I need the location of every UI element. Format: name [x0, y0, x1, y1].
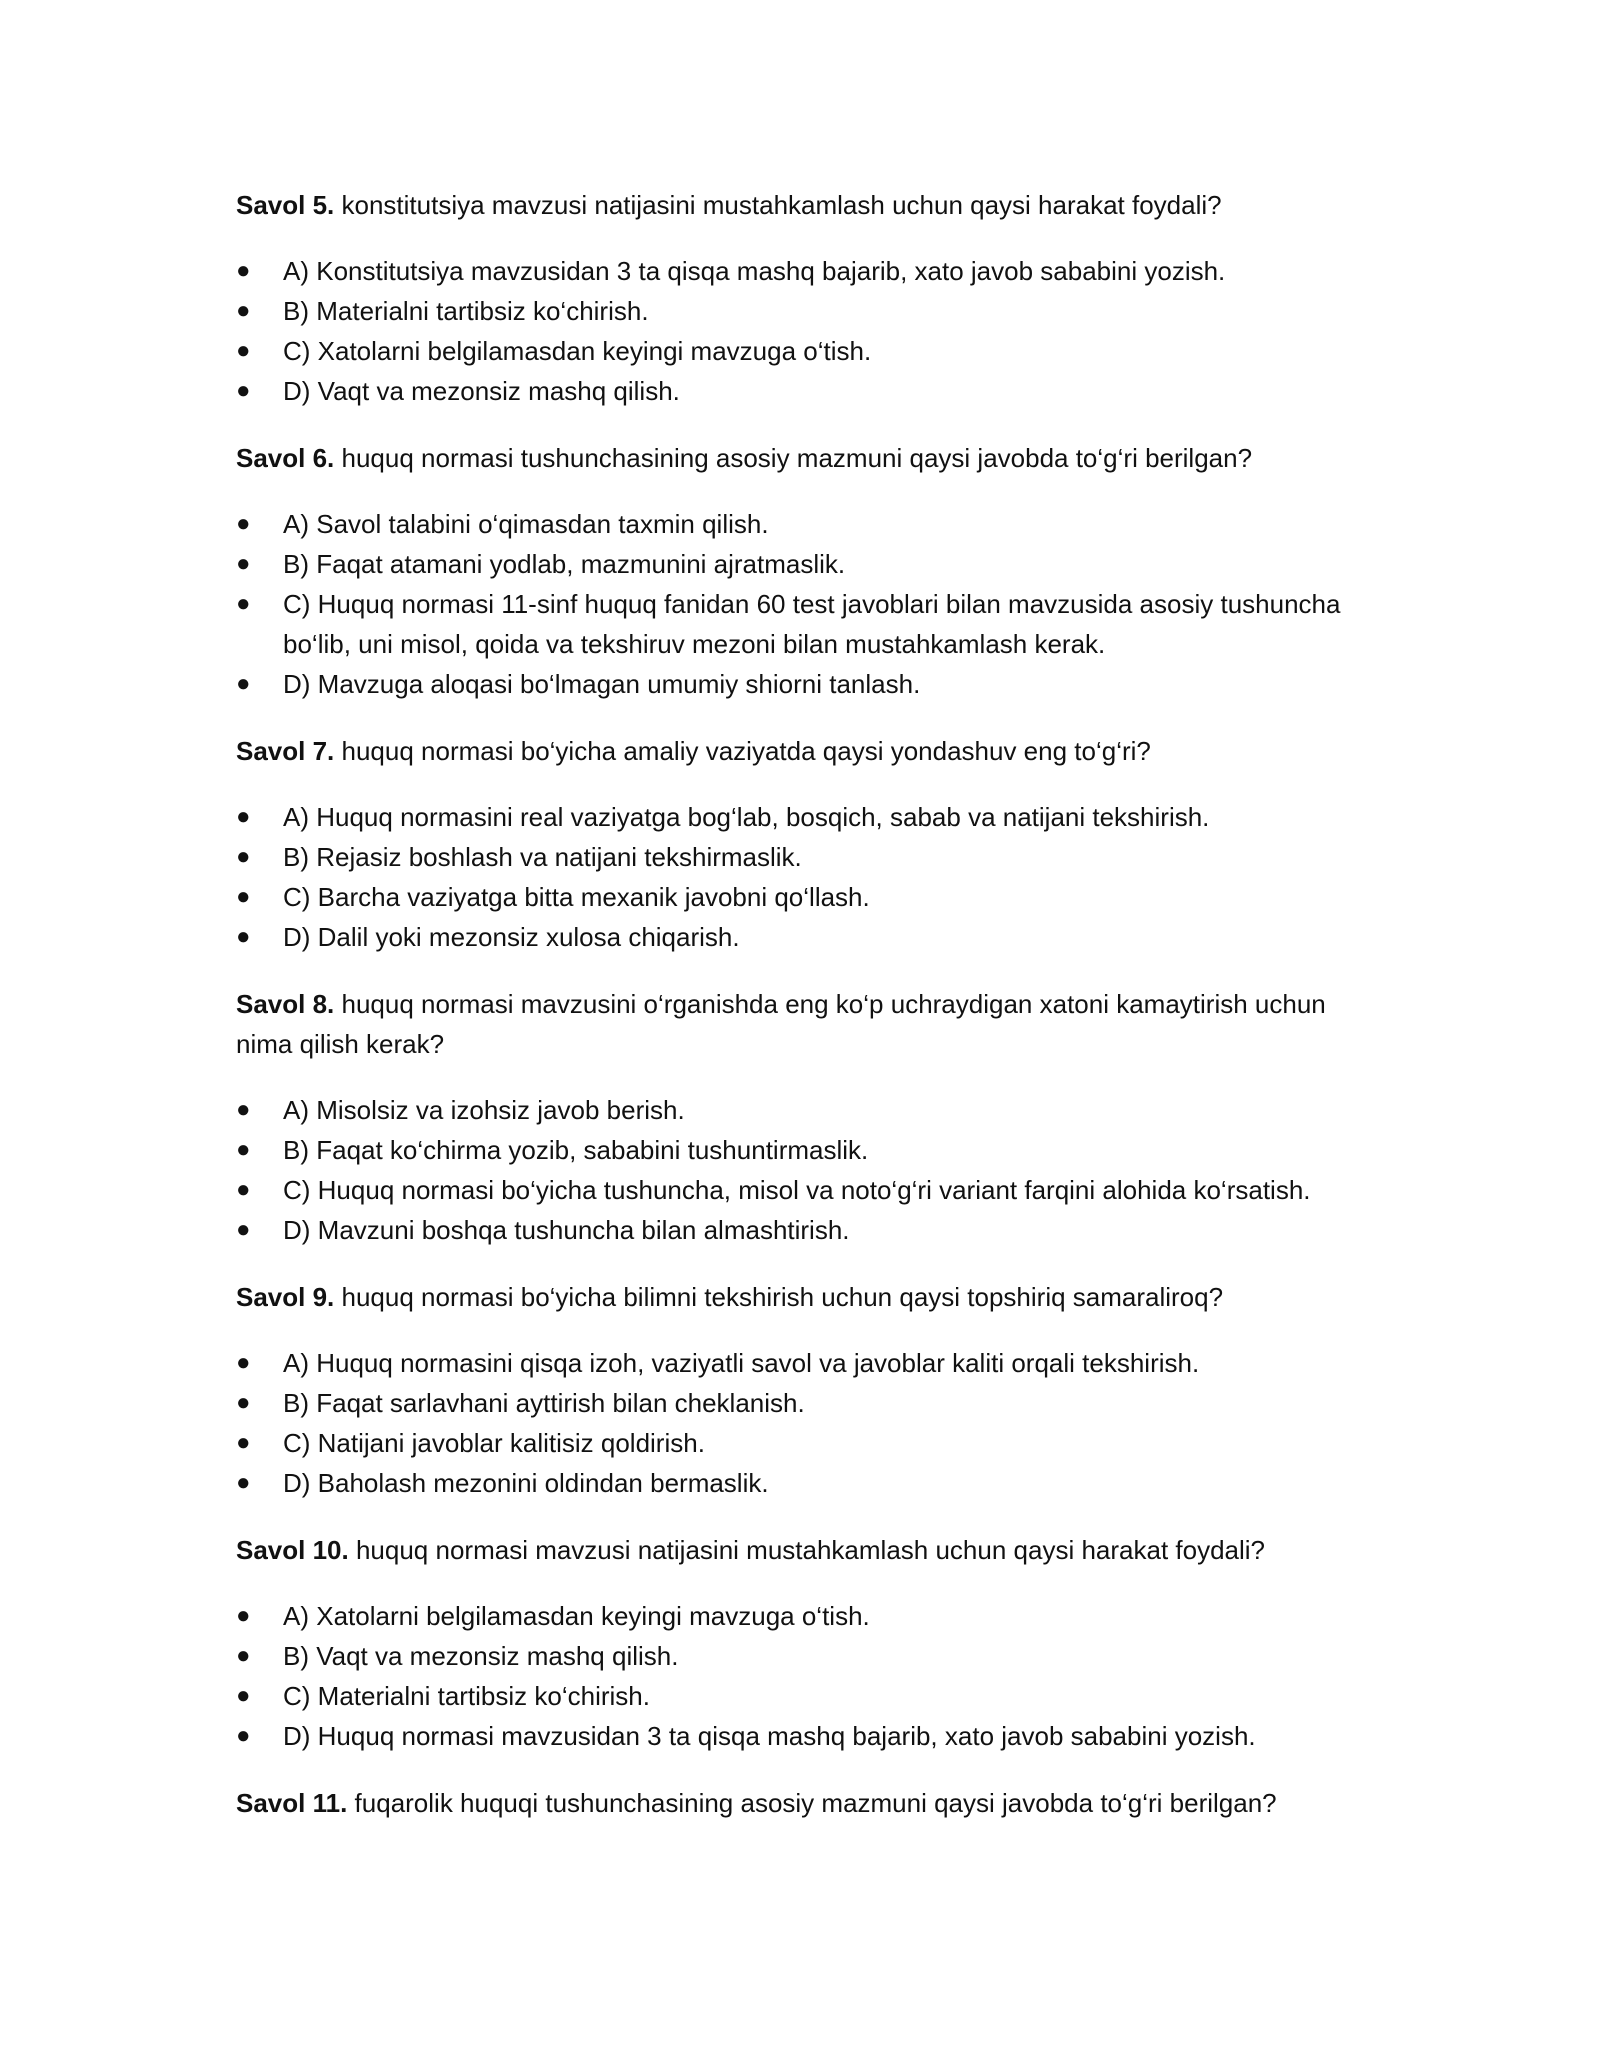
question-9 [236, 1277, 1366, 1503]
answer-option-a [236, 251, 1366, 291]
bullet-icon: ● [236, 377, 251, 404]
question-body: huquq normasi mavzusini o‘rganishda eng ko‘p uchraydigan xatoni kamaytirish uchun nima qilish kerak? [236, 989, 1326, 1059]
bullet-icon: ● [236, 1429, 251, 1456]
option-text: B) Faqat sarlavhani ayttirish bilan cheklanish. [283, 1388, 805, 1418]
option-text: D) Dalil yoki mezonsiz xulosa chiqarish. [283, 922, 740, 952]
bullet-icon: ● [236, 550, 251, 577]
option-text: C) Xatolarni belgilamasdan keyingi mavzuga o‘tish. [283, 336, 872, 366]
option-text: A) Xatolarni belgilamasdan keyingi mavzuga o‘tish. [283, 1601, 870, 1631]
bullet-icon: ● [236, 1389, 251, 1416]
answer-option-c [236, 331, 1366, 371]
question-text [236, 1277, 1366, 1317]
answer-options [236, 251, 1366, 411]
question-body: huquq normasi tushunchasining asosiy mazmuni qaysi javobda to‘g‘ri berilgan? [341, 443, 1253, 473]
answer-option-a [236, 797, 1366, 837]
question-7 [236, 731, 1366, 957]
option-text: C) Materialni tartibsiz ko‘chirish. [283, 1681, 650, 1711]
answer-options [236, 1343, 1366, 1503]
bullet-icon: ● [236, 1349, 251, 1376]
option-text: B) Faqat ko‘chirma yozib, sababini tushuntirmaslik. [283, 1135, 869, 1165]
question-5 [236, 185, 1366, 411]
answer-option-a [236, 1343, 1366, 1383]
answer-option-c [236, 1170, 1366, 1210]
bullet-icon: ● [236, 590, 251, 617]
question-text [236, 731, 1366, 771]
question-8 [236, 984, 1366, 1250]
answer-option-c [236, 584, 1366, 664]
bullet-icon: ● [236, 337, 251, 364]
question-label: Savol 7. [236, 736, 335, 766]
option-text: D) Vaqt va mezonsiz mashq qilish. [283, 376, 680, 406]
bullet-icon: ● [236, 1216, 251, 1243]
answer-options [236, 1090, 1366, 1250]
option-text: C) Barcha vaziyatga bitta mexanik javobni qo‘llash. [283, 882, 870, 912]
question-text [236, 438, 1366, 478]
answer-option-a [236, 504, 1366, 544]
question-label: Savol 11. [236, 1788, 348, 1818]
question-body: huquq normasi bo‘yicha amaliy vaziyatda qaysi yondashuv eng to‘g‘ri? [341, 736, 1151, 766]
bullet-icon: ● [236, 1096, 251, 1123]
option-text: A) Huquq normasini real vaziyatga bog‘lab, bosqich, sabab va natijani tekshirish. [283, 802, 1210, 832]
question-label: Savol 9. [236, 1282, 335, 1312]
question-list [236, 185, 1366, 1850]
question-6 [236, 438, 1366, 704]
answer-option-b [236, 837, 1366, 877]
option-text: D) Huquq normasi mavzusidan 3 ta qisqa mashq bajarib, xato javob sababini yozish. [283, 1721, 1256, 1751]
answer-option-b [236, 1130, 1366, 1170]
question-10 [236, 1530, 1366, 1756]
question-label: Savol 6. [236, 443, 335, 473]
answer-options [236, 504, 1366, 704]
question-text [236, 984, 1366, 1064]
answer-option-b [236, 1383, 1366, 1423]
bullet-icon: ● [236, 883, 251, 910]
question-text [236, 1530, 1366, 1570]
option-text: D) Mavzuga aloqasi bo‘lmagan umumiy shiorni tanlash. [283, 669, 921, 699]
option-text: C) Huquq normasi 11-sinf huquq fanidan 60 test javoblari bilan mavzusida asosiy tushuncha bo‘lib, uni misol, qoida va tekshiruv mezoni bilan mustahkamlash kerak. [283, 589, 1341, 659]
question-body: huquq normasi bo‘yicha bilimni tekshirish uchun qaysi topshiriq samaraliroq? [341, 1282, 1224, 1312]
bullet-icon: ● [236, 1682, 251, 1709]
option-text: C) Natijani javoblar kalitisiz qoldirish. [283, 1428, 705, 1458]
question-label: Savol 5. [236, 190, 335, 220]
answer-option-d [236, 1210, 1366, 1250]
answer-option-d [236, 1716, 1366, 1756]
question-body: konstitutsiya mavzusi natijasini mustahkamlash uchun qaysi harakat foydali? [341, 190, 1222, 220]
option-text: A) Huquq normasini qisqa izoh, vaziyatli savol va javoblar kaliti orqali tekshirish. [283, 1348, 1200, 1378]
question-body: fuqarolik huquqi tushunchasining asosiy mazmuni qaysi javobda to‘g‘ri berilgan? [354, 1788, 1277, 1818]
option-text: D) Mavzuni boshqa tushuncha bilan almashtirish. [283, 1215, 850, 1245]
bullet-icon: ● [236, 1176, 251, 1203]
question-text [236, 185, 1366, 225]
bullet-icon: ● [236, 1642, 251, 1669]
question-body: huquq normasi mavzusi natijasini mustahkamlash uchun qaysi harakat foydali? [355, 1535, 1266, 1565]
option-text: A) Misolsiz va izohsiz javob berish. [283, 1095, 685, 1125]
bullet-icon: ● [236, 803, 251, 830]
bullet-icon: ● [236, 1602, 251, 1629]
answer-option-b [236, 1636, 1366, 1676]
bullet-icon: ● [236, 923, 251, 950]
option-text: A) Savol talabini o‘qimasdan taxmin qilish. [283, 509, 769, 539]
answer-option-c [236, 1423, 1366, 1463]
question-11 [236, 1783, 1366, 1823]
bullet-icon: ● [236, 843, 251, 870]
option-text: D) Baholash mezonini oldindan bermaslik. [283, 1468, 769, 1498]
answer-options [236, 1596, 1366, 1756]
bullet-icon: ● [236, 670, 251, 697]
answer-option-d [236, 664, 1366, 704]
answer-option-c [236, 877, 1366, 917]
answer-option-a [236, 1090, 1366, 1130]
answer-option-b [236, 291, 1366, 331]
bullet-icon: ● [236, 257, 251, 284]
bullet-icon: ● [236, 1469, 251, 1496]
answer-option-d [236, 1463, 1366, 1503]
option-text: B) Materialni tartibsiz ko‘chirish. [283, 296, 649, 326]
answer-option-d [236, 371, 1366, 411]
bullet-icon: ● [236, 297, 251, 324]
answer-options [236, 797, 1366, 957]
question-text [236, 1783, 1366, 1823]
answer-option-c [236, 1676, 1366, 1716]
answer-option-b [236, 544, 1366, 584]
answer-option-d [236, 917, 1366, 957]
option-text: B) Rejasiz boshlash va natijani tekshirmaslik. [283, 842, 802, 872]
bullet-icon: ● [236, 510, 251, 537]
question-label: Savol 8. [236, 989, 335, 1019]
bullet-icon: ● [236, 1722, 251, 1749]
option-text: B) Faqat atamani yodlab, mazmunini ajratmaslik. [283, 549, 846, 579]
question-label: Savol 10. [236, 1535, 349, 1565]
bullet-icon: ● [236, 1136, 251, 1163]
option-text: C) Huquq normasi bo‘yicha tushuncha, misol va noto‘g‘ri variant farqini alohida ko‘rsatish. [283, 1175, 1311, 1205]
option-text: B) Vaqt va mezonsiz mashq qilish. [283, 1641, 679, 1671]
answer-option-a [236, 1596, 1366, 1636]
option-text: A) Konstitutsiya mavzusidan 3 ta qisqa mashq bajarib, xato javob sababini yozish. [283, 256, 1226, 286]
